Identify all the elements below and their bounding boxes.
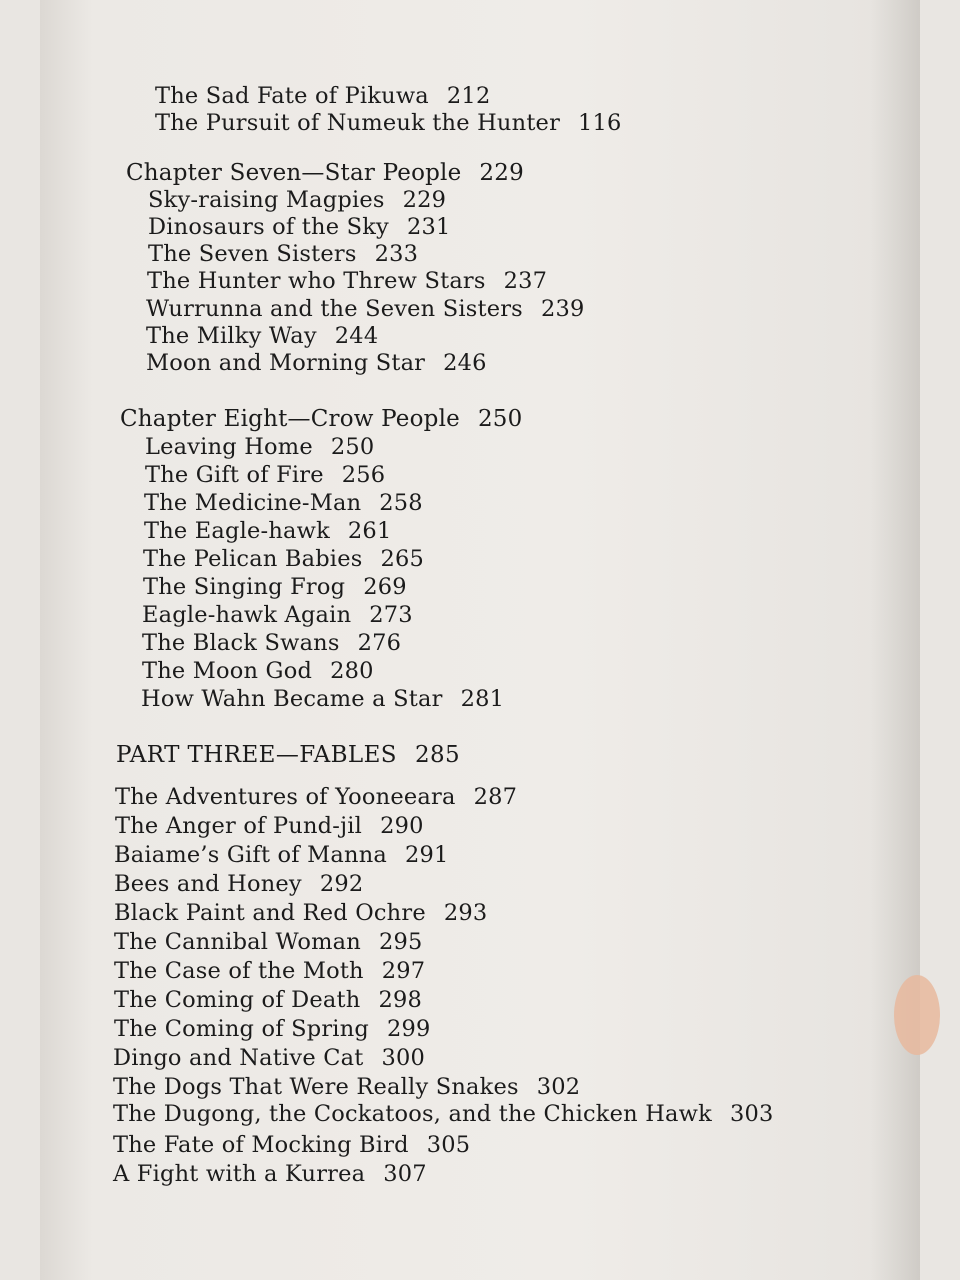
toc-entry	[114, 958, 425, 984]
part-title: PART THREE—FABLES	[116, 742, 397, 768]
entry-title: The Eagle-hawk	[144, 518, 330, 544]
toc-entry	[142, 658, 374, 684]
toc-entry	[146, 296, 584, 322]
entry-page: 295	[378, 929, 423, 955]
entry-page: 293	[443, 900, 488, 926]
entry-page: 305	[426, 1132, 471, 1158]
toc-entry	[147, 268, 547, 294]
toc-entry	[148, 187, 446, 213]
toc-entry	[141, 686, 504, 712]
entry-page: 256	[341, 462, 386, 488]
entry-page: 280	[330, 658, 374, 684]
toc-entry	[145, 462, 385, 488]
entry-page: 276	[357, 630, 402, 656]
entry-title: The Hunter who Threw Stars	[147, 268, 486, 294]
toc-entry	[114, 1016, 431, 1042]
entry-page: 292	[319, 871, 364, 897]
entry-page: 269	[363, 574, 407, 600]
entry-page: 239	[540, 296, 585, 322]
entry-page: 250	[330, 434, 375, 460]
entry-page: 237	[503, 268, 548, 294]
toc-entry	[143, 546, 424, 572]
chapter-title: Chapter Seven—Star People	[126, 160, 462, 186]
entry-title: Black Paint and Red Ochre	[114, 900, 426, 926]
toc-entry	[146, 323, 378, 349]
entry-title: The Case of the Moth	[114, 958, 364, 984]
chapter-seven-heading	[126, 160, 524, 186]
entry-title: The Adventures of Yooneeara	[115, 784, 456, 810]
toc-entry	[146, 350, 487, 376]
entry-title: The Fate of Mocking Bird	[113, 1132, 409, 1158]
chapter-eight-heading	[120, 406, 522, 432]
part-three-heading	[116, 742, 460, 768]
entry-title: How Wahn Became a Star	[141, 686, 443, 712]
entry-page: 307	[383, 1161, 427, 1187]
page-edge-shadow	[870, 0, 920, 1280]
entry-page: 287	[473, 784, 518, 810]
entry-title: The Moon God	[142, 658, 313, 684]
entry-page: 233	[374, 241, 419, 267]
toc-entry	[143, 574, 407, 600]
entry-page: 261	[347, 518, 392, 544]
entry-page: 291	[405, 842, 449, 868]
toc-entry	[155, 83, 490, 109]
entry-title: Bees and Honey	[114, 871, 302, 897]
entry-title: The Gift of Fire	[145, 462, 324, 488]
entry-title: Wurrunna and the Seven Sisters	[146, 296, 523, 322]
toc-entry	[114, 900, 487, 926]
entry-page: 298	[378, 987, 422, 1013]
toc-entry	[142, 602, 413, 628]
entry-title: Dinosaurs of the Sky	[148, 214, 389, 240]
toc-entry	[114, 987, 422, 1013]
entry-title: The Coming of Spring	[114, 1016, 369, 1042]
entry-page: 297	[381, 958, 426, 984]
entry-title: Dingo and Native Cat	[113, 1045, 364, 1071]
entry-page: 273	[369, 602, 413, 628]
colored-bookmark	[894, 975, 940, 1055]
toc-entry	[113, 1074, 580, 1100]
entry-page: 300	[381, 1045, 426, 1071]
entry-page: 299	[387, 1016, 431, 1042]
toc-entry	[114, 929, 422, 955]
entry-title: The Coming of Death	[114, 987, 361, 1013]
toc-entry	[114, 871, 363, 897]
toc-entry	[114, 842, 449, 868]
toc-entry	[148, 214, 451, 240]
entry-page: 303	[729, 1101, 774, 1127]
entry-title: Sky-raising Magpies	[148, 187, 385, 213]
entry-page: 290	[380, 813, 424, 839]
entry-page: 212	[446, 83, 491, 109]
entry-title: Baiame’s Gift of Manna	[114, 842, 388, 868]
entry-title: Leaving Home	[145, 434, 313, 460]
entry-page: 231	[406, 214, 451, 240]
toc-entry	[144, 518, 391, 544]
chapter-page: 250	[477, 406, 523, 432]
entry-page: 244	[334, 323, 379, 349]
entry-page: 229	[402, 187, 447, 213]
entry-title: The Pelican Babies	[143, 546, 363, 572]
entry-title: The Dogs That Were Really Snakes	[113, 1074, 519, 1100]
toc-entry	[142, 630, 401, 656]
entry-title: The Pursuit of Numeuk the Hunter	[155, 110, 561, 136]
entry-title: The Sad Fate of Pikuwa	[155, 83, 429, 109]
toc-entry	[113, 1161, 427, 1187]
toc-entry	[145, 434, 374, 460]
toc-entry	[148, 241, 418, 267]
entry-title: The Singing Frog	[143, 574, 346, 600]
entry-page: 281	[460, 686, 505, 712]
entry-title: The Black Swans	[142, 630, 340, 656]
toc-entry	[115, 784, 517, 810]
entry-page: 265	[380, 546, 425, 572]
chapter-page: 229	[479, 160, 524, 186]
entry-title: A Fight with a Kurrea	[113, 1161, 366, 1187]
toc-entry	[113, 1132, 470, 1158]
entry-page: 116	[578, 110, 622, 136]
toc-entry	[113, 1045, 425, 1071]
entry-title: Moon and Morning Star	[146, 350, 426, 376]
entry-title: The Dugong, the Cockatoos, and the Chicken Hawk	[113, 1101, 712, 1127]
part-page: 285	[414, 742, 461, 768]
entry-title: The Anger of Pund-jil	[115, 813, 363, 839]
entry-title: The Cannibal Woman	[114, 929, 361, 955]
entry-title: Eagle-hawk Again	[142, 602, 352, 628]
entry-page: 302	[536, 1074, 581, 1100]
entry-page: 258	[379, 490, 423, 516]
toc-entry	[115, 813, 424, 839]
chapter-title: Chapter Eight—Crow People	[120, 406, 460, 432]
toc-entry	[144, 490, 423, 516]
toc-entry	[113, 1101, 773, 1127]
entry-title: The Seven Sisters	[148, 241, 357, 267]
toc-entry	[155, 110, 622, 136]
entry-title: The Medicine-Man	[144, 490, 362, 516]
entry-title: The Milky Way	[146, 323, 317, 349]
entry-page: 246	[443, 350, 487, 376]
